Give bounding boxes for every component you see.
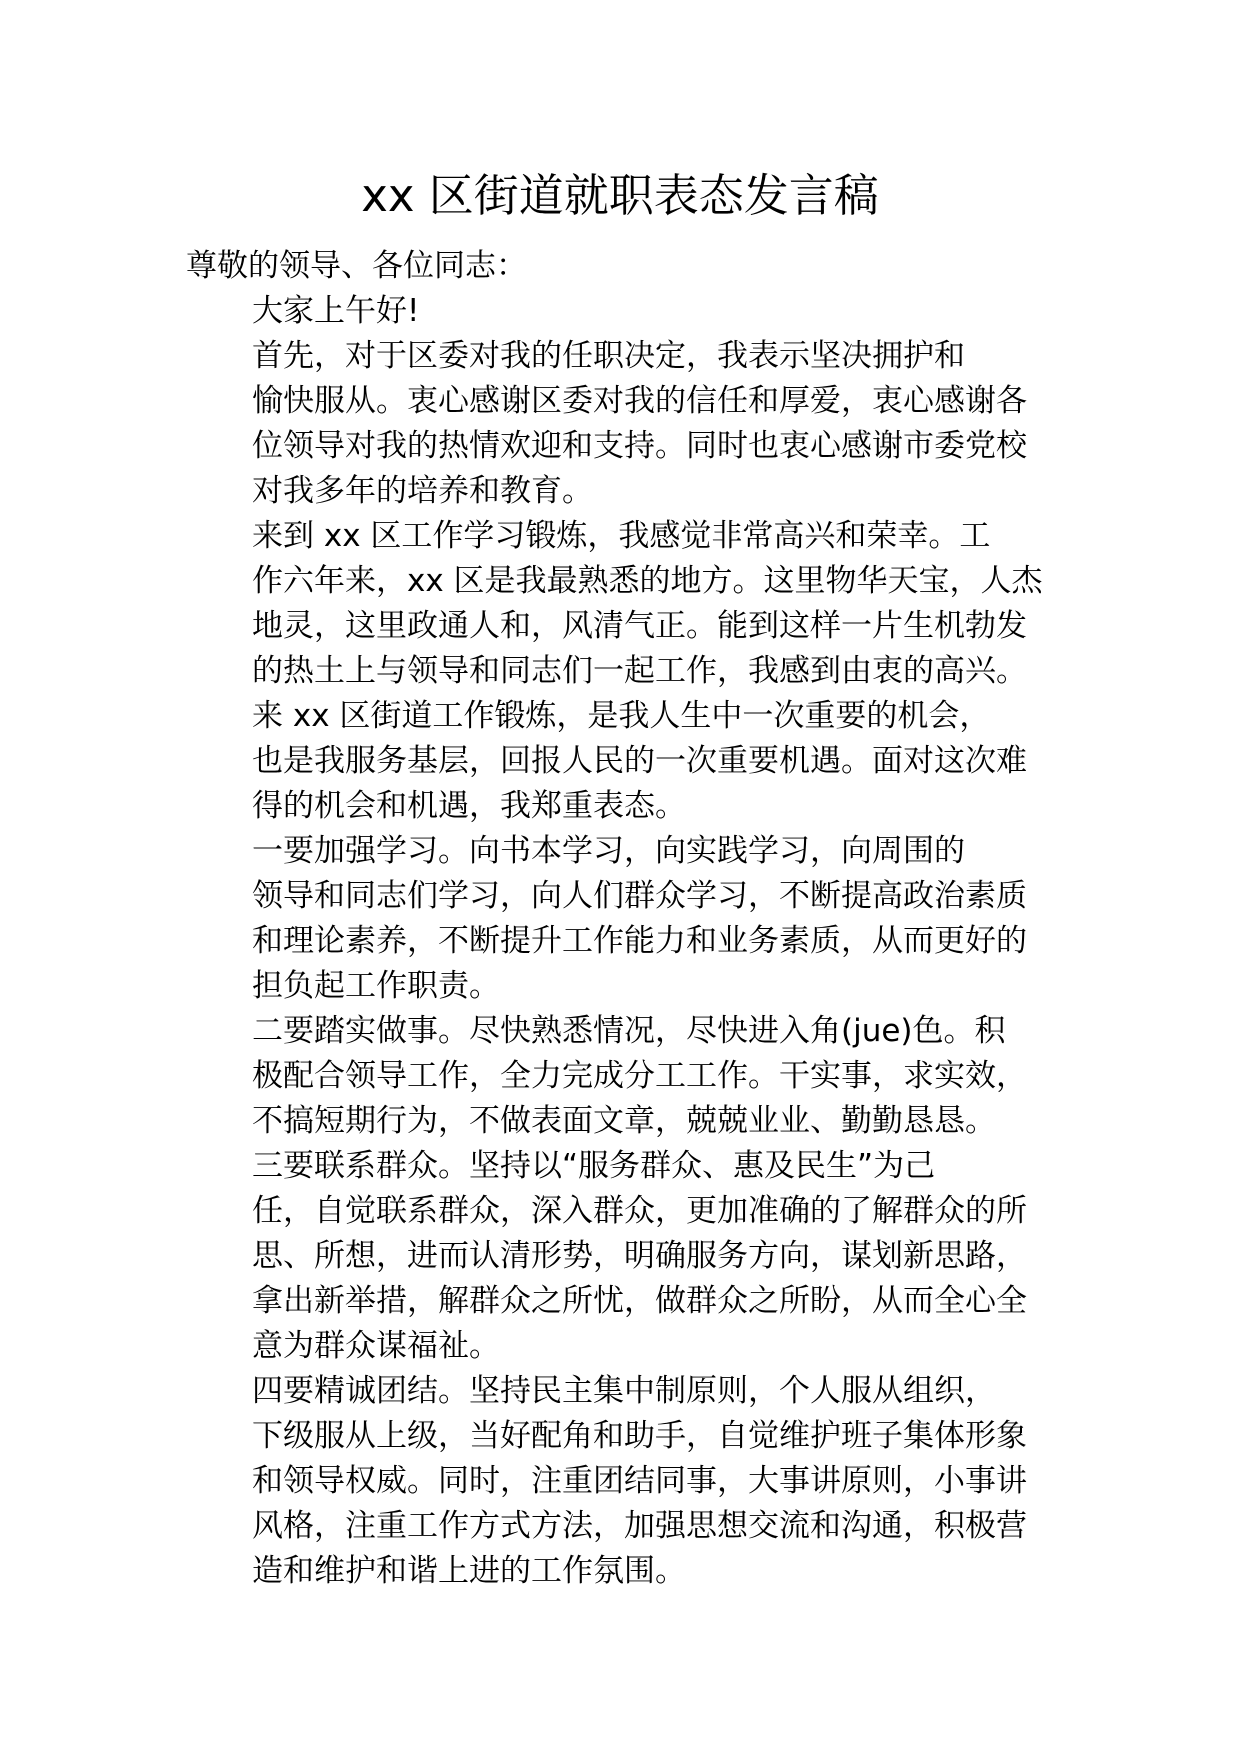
- text-line: 首先，对于区委对我的任职决定，我表示坚决拥护和: [252, 338, 965, 374]
- text-line: 和理论素养，不断提升工作能力和业务素质，从而更好的: [252, 923, 1027, 959]
- text-line: 愉快服从。衷心感谢区委对我的信任和厚爱，衷心感谢各: [252, 383, 1027, 419]
- paragraph-greeting: [186, 289, 1056, 334]
- paragraph-arrival: [186, 514, 1056, 694]
- document-title: xx 区街道就职表态发言稿: [361, 169, 879, 222]
- salutation: 尊敬的领导、各位同志：: [186, 248, 527, 284]
- paragraph-pledge-study: [186, 829, 1056, 1009]
- text-line: 不搞短期行为，不做表面文章，兢兢业业、勤勤恳恳。: [252, 1103, 996, 1139]
- paragraph-opportunity: [186, 694, 1056, 829]
- text-line: 的热土上与领导和同志们一起工作，我感到由衷的高兴。: [252, 653, 1027, 689]
- text-line: 下级服从上级，当好配角和助手，自觉维护班子集体形象: [252, 1418, 1027, 1454]
- text-line: 地灵，这里政通人和，风清气正。能到这样一片生机勃发: [252, 608, 1027, 644]
- text-line: 造和维护和谐上进的工作氛围。: [252, 1553, 686, 1589]
- text-line: 得的机会和机遇，我郑重表态。: [252, 788, 686, 824]
- text-line: 来到 xx 区工作学习锻炼，我感觉非常高兴和荣幸。工: [252, 518, 991, 554]
- text-line: 来 xx 区街道工作锻炼，是我人生中一次重要的机会，: [252, 698, 991, 734]
- text-line: 领导和同志们学习，向人们群众学习，不断提高政治素质: [252, 878, 1027, 914]
- text-line: 思、所想，进而认清形势，明确服务方向，谋划新思路，: [252, 1238, 1027, 1274]
- text-line: 风格，注重工作方式方法，加强思想交流和沟通，积极营: [252, 1508, 1027, 1544]
- text-line: 对我多年的培养和教育。: [252, 473, 593, 509]
- text-line: 位领导对我的热情欢迎和支持。同时也衷心感谢市委党校: [252, 428, 1027, 464]
- paragraph-pledge-work: [186, 1009, 1056, 1144]
- text-line: 四要精诚团结。坚持民主集中制原则，个人服从组织，: [252, 1373, 996, 1409]
- text-line: 拿出新举措，解群众之所忧，做群众之所盼，从而全心全: [252, 1283, 1027, 1319]
- text-line: 一要加强学习。向书本学习，向实践学习，向周围的: [252, 833, 965, 869]
- text-line: 也是我服务基层，回报人民的一次重要机遇。面对这次难: [252, 743, 1027, 779]
- document-body: [186, 244, 1056, 1594]
- text-line: 任，自觉联系群众，深入群众，更加准确的了解群众的所: [252, 1193, 1027, 1229]
- paragraph-acceptance: [186, 334, 1056, 514]
- text-line: 三要联系群众。坚持以“服务群众、惠及民生”为己: [252, 1148, 936, 1184]
- paragraph-pledge-masses: [186, 1144, 1056, 1369]
- text-line: 极配合领导工作，全力完成分工工作。干实事，求实效，: [252, 1058, 1027, 1094]
- text-line: 大家上午好!: [252, 293, 420, 329]
- text-line: 二要踏实做事。尽快熟悉情况，尽快进入角(jue)色。积: [252, 1013, 1006, 1049]
- text-line: 和领导权威。同时，注重团结同事，大事讲原则，小事讲: [252, 1463, 1027, 1499]
- text-line: 作六年来，xx 区是我最熟悉的地方。这里物华天宝，人杰: [252, 563, 1043, 599]
- text-line: 意为群众谋福祉。: [252, 1328, 500, 1364]
- paragraph-pledge-unity: [186, 1369, 1056, 1594]
- text-line: 担负起工作职责。: [252, 968, 500, 1004]
